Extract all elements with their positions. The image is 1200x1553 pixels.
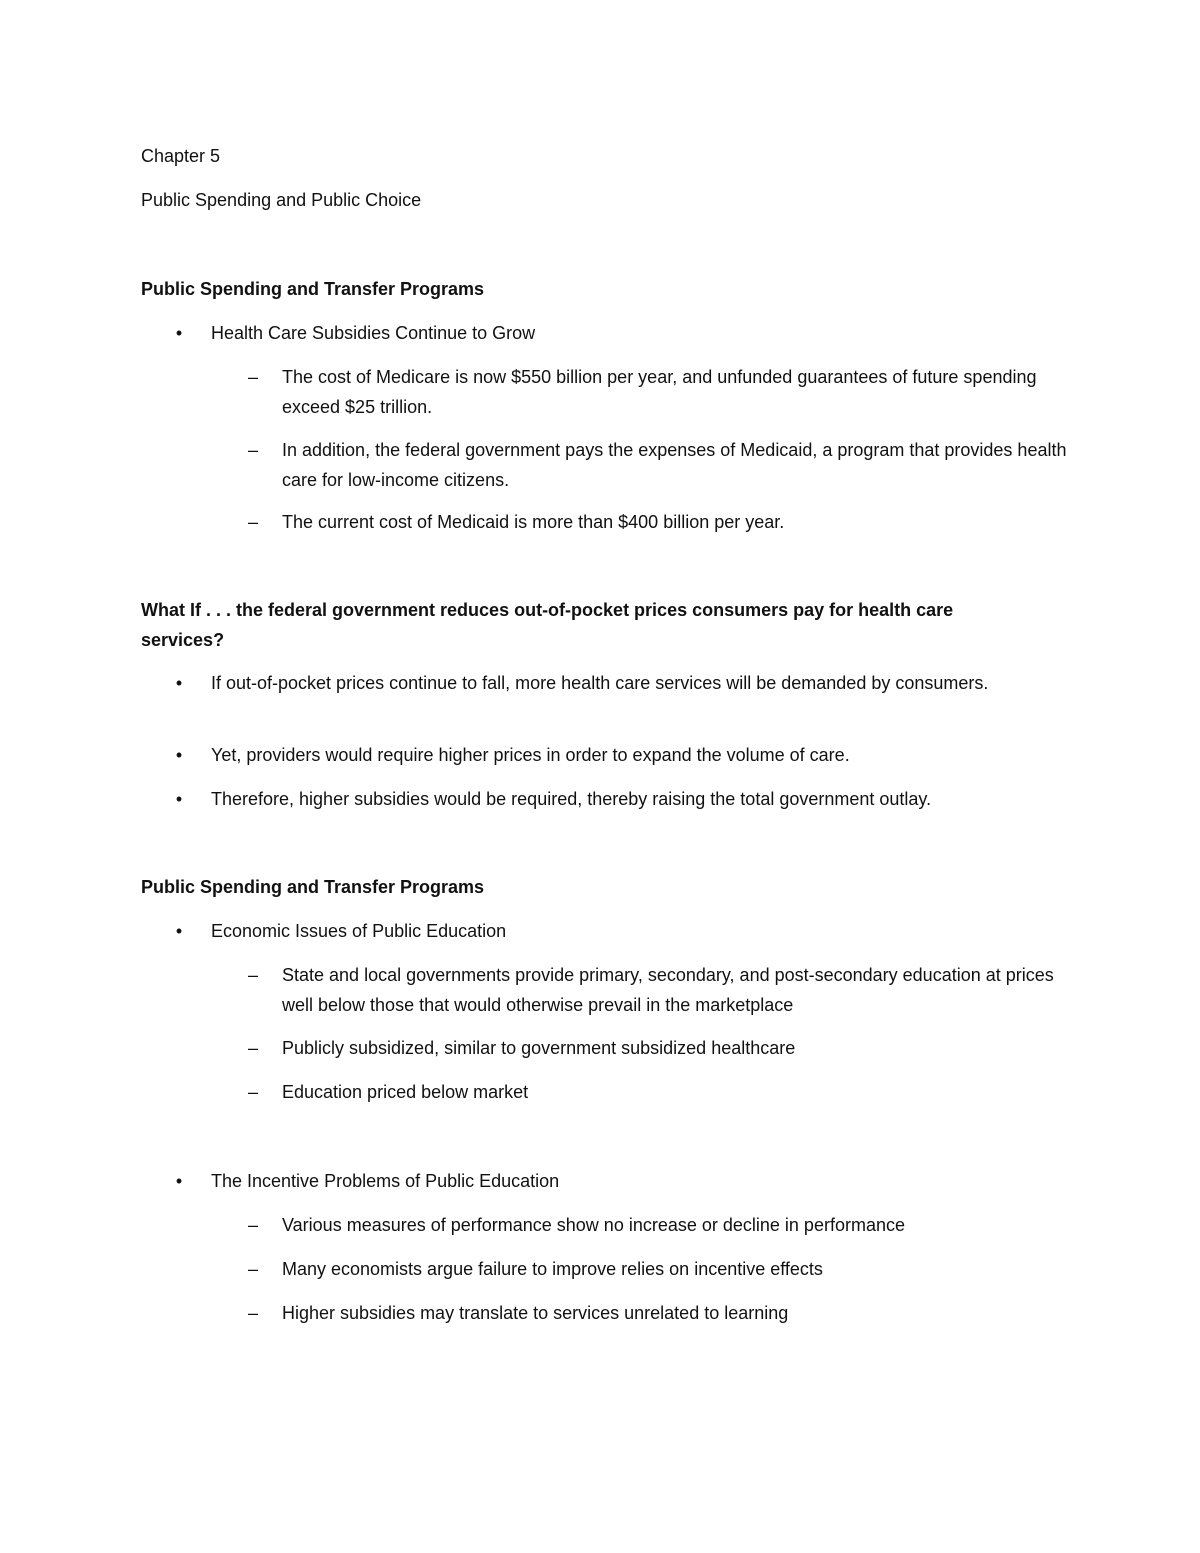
sub-item: In addition, the federal government pays the expenses of Medicaid, a program that provides health care for low-income citizens. (282, 440, 1067, 490)
dash-marker: – (247, 1082, 258, 1102)
sub-item: Many economists argue failure to improve relies on incentive effects (282, 1259, 823, 1279)
chapter-title: Chapter 5 (141, 146, 221, 166)
bullet-item: Health Care Subsidies Continue to Grow (211, 323, 536, 343)
sub-item: Various measures of performance show no increase or decline in performance (282, 1215, 905, 1235)
sub-item: The cost of Medicare is now $550 billion per year, and unfunded guarantees of future spending exceed $25 trillion. (282, 367, 1037, 417)
dash-marker: – (247, 512, 258, 532)
dash-marker: – (247, 440, 258, 460)
section-heading: Public Spending and Transfer Programs (141, 877, 485, 897)
sub-item: Higher subsidies may translate to services unrelated to learning (282, 1303, 789, 1323)
section-heading: What If . . . the federal government reduces out-of-pocket prices consumers pay for health care services? (141, 600, 954, 650)
sub-item: State and local governments provide primary, secondary, and post-secondary education at prices well below those that would otherwise prevail in the marketplace (282, 965, 1054, 1015)
bullet-item: The Incentive Problems of Public Education (211, 1171, 560, 1191)
bullet-item: Therefore, higher subsidies would be required, thereby raising the total government outlay. (211, 789, 932, 809)
bullet-item: If out-of-pocket prices continue to fall, more health care services will be demanded by consumers. (211, 673, 989, 693)
sub-item: The current cost of Medicaid is more than $400 billion per year. (282, 512, 785, 532)
dash-marker: – (247, 1038, 258, 1058)
bullet-item: Yet, providers would require higher prices in order to expand the volume of care. (211, 745, 850, 765)
sub-item: Publicly subsidized, similar to government subsidized healthcare (282, 1038, 796, 1058)
sub-item: Education priced below market (282, 1082, 529, 1102)
dash-marker: – (247, 1215, 258, 1235)
bullet-marker: • (175, 745, 183, 765)
bullet-marker: • (175, 921, 183, 941)
dash-marker: – (247, 1259, 258, 1279)
bullet-marker: • (175, 673, 183, 693)
document-subtitle: Public Spending and Public Choice (141, 190, 422, 210)
dash-marker: – (247, 965, 258, 985)
bullet-item: Economic Issues of Public Education (211, 921, 507, 941)
bullet-marker: • (175, 1171, 183, 1191)
bullet-marker: • (175, 323, 183, 343)
section-heading: Public Spending and Transfer Programs (141, 279, 485, 299)
dash-marker: – (247, 367, 258, 387)
bullet-marker: • (175, 789, 183, 809)
dash-marker: – (247, 1303, 258, 1323)
